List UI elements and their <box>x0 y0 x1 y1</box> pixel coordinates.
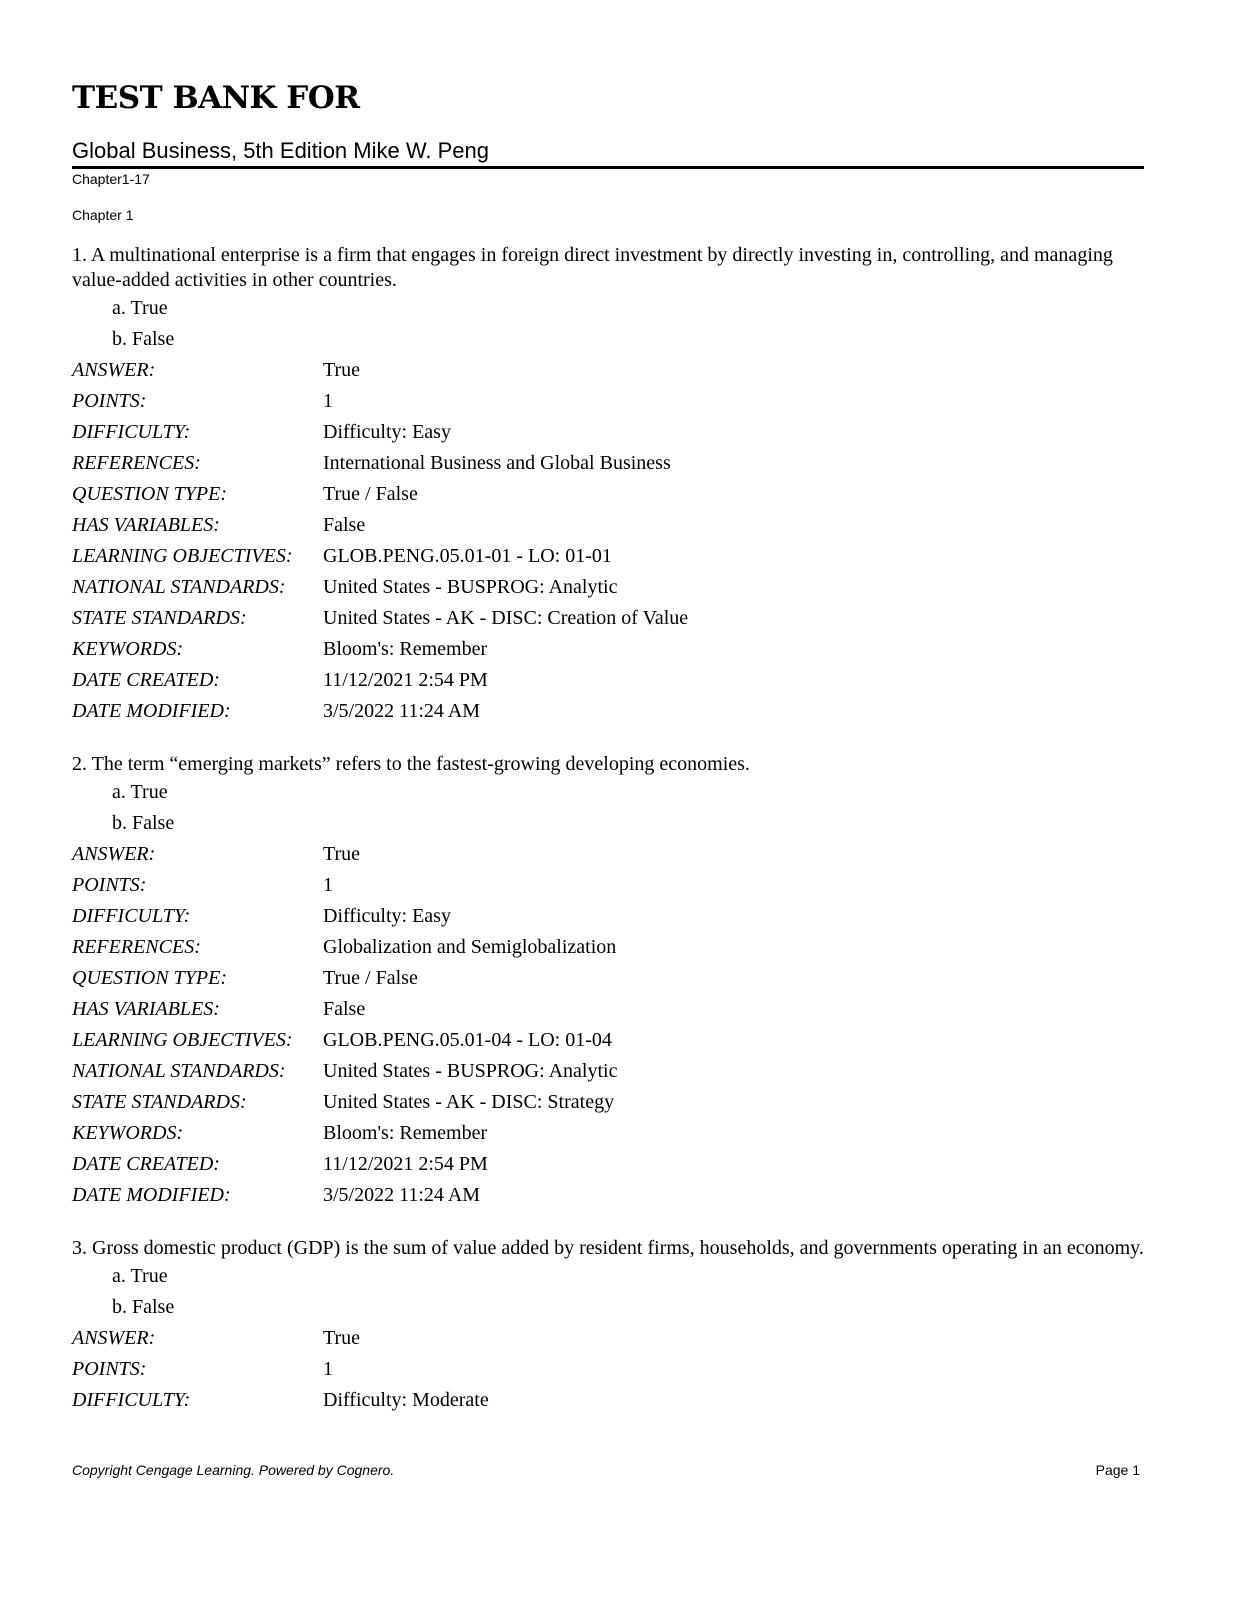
meta-key: DIFFICULTY: <box>72 1389 191 1411</box>
meta-value: 3/5/2022 11:24 AM <box>323 700 481 722</box>
meta-row-difficulty <box>72 1385 1144 1416</box>
question-3 <box>72 1236 1144 1416</box>
meta-row-date-created <box>72 1149 1144 1180</box>
test-bank-title: TEST BANK FOR <box>72 80 360 116</box>
footer-page-number: Page 1 <box>1095 1462 1140 1478</box>
meta-row-answer <box>72 1323 1144 1354</box>
meta-row-difficulty <box>72 417 1144 448</box>
header-rule <box>72 166 1144 169</box>
meta-row-difficulty <box>72 901 1144 932</box>
meta-value: International Business and Global Business <box>323 452 671 474</box>
meta-key: DATE CREATED: <box>72 669 220 691</box>
meta-key: KEYWORDS: <box>72 638 184 660</box>
meta-row-keywords <box>72 1118 1144 1149</box>
meta-key: LEARNING OBJECTIVES: <box>72 1029 293 1051</box>
meta-key: STATE STANDARDS: <box>72 607 247 629</box>
meta-row-points <box>72 1354 1144 1385</box>
meta-key: POINTS: <box>72 1358 147 1380</box>
meta-value: Bloom's: Remember <box>323 638 488 660</box>
meta-row-date-created <box>72 665 1144 696</box>
meta-value: 1 <box>323 390 333 412</box>
meta-value: True <box>323 843 361 865</box>
meta-value: True <box>323 1327 361 1349</box>
meta-row-national-standards <box>72 572 1144 603</box>
meta-value: False <box>323 998 366 1020</box>
meta-key: POINTS: <box>72 390 147 412</box>
meta-key: STATE STANDARDS: <box>72 1091 247 1113</box>
meta-value: United States - AK - DISC: Strategy <box>323 1091 615 1113</box>
meta-value: 11/12/2021 2:54 PM <box>323 1153 488 1175</box>
meta-key: HAS VARIABLES: <box>72 998 220 1020</box>
question-metadata <box>72 1323 1144 1416</box>
question-2 <box>72 752 1144 1211</box>
meta-key: DATE MODIFIED: <box>72 700 231 722</box>
meta-row-question-type <box>72 963 1144 994</box>
meta-row-has-variables <box>72 510 1144 541</box>
choice-a: a. True <box>112 781 168 803</box>
meta-value: False <box>323 514 366 536</box>
meta-value: United States - AK - DISC: Creation of Value <box>323 607 689 629</box>
meta-key: DATE MODIFIED: <box>72 1184 231 1206</box>
meta-row-points <box>72 386 1144 417</box>
meta-value: 11/12/2021 2:54 PM <box>323 669 488 691</box>
meta-value: 3/5/2022 11:24 AM <box>323 1184 481 1206</box>
meta-row-points <box>72 870 1144 901</box>
meta-value: Difficulty: Easy <box>323 421 451 443</box>
meta-row-question-type <box>72 479 1144 510</box>
document-page <box>72 0 1150 1600</box>
chapter-range: Chapter1-17 <box>72 171 150 187</box>
meta-key: POINTS: <box>72 874 147 896</box>
question-text: 3. Gross domestic product (GDP) is the sum of value added by resident firms, households, and governments operating in an economy. <box>72 1237 1144 1259</box>
meta-key: DATE CREATED: <box>72 1153 220 1175</box>
choice-a: a. True <box>112 1265 168 1287</box>
meta-value: True / False <box>323 483 418 505</box>
meta-value: GLOB.PENG.05.01-04 - LO: 01-04 <box>323 1029 612 1051</box>
choice-a: a. True <box>112 297 168 319</box>
meta-value: 1 <box>323 874 333 896</box>
meta-key: NATIONAL STANDARDS: <box>72 576 286 598</box>
meta-value: Difficulty: Moderate <box>323 1389 489 1411</box>
meta-row-keywords <box>72 634 1144 665</box>
meta-value: Bloom's: Remember <box>323 1122 488 1144</box>
question-text: 2. The term “emerging markets” refers to the fastest-growing developing economies. <box>72 753 750 775</box>
meta-value: Difficulty: Easy <box>323 905 451 927</box>
meta-key: QUESTION TYPE: <box>72 967 228 989</box>
meta-row-answer <box>72 355 1144 386</box>
meta-key: ANSWER: <box>72 359 156 381</box>
question-metadata <box>72 355 1144 727</box>
meta-key: KEYWORDS: <box>72 1122 184 1144</box>
meta-value: 1 <box>323 1358 333 1380</box>
meta-value: United States - BUSPROG: Analytic <box>323 576 618 598</box>
meta-value: True / False <box>323 967 418 989</box>
meta-row-answer <box>72 839 1144 870</box>
footer-copyright: Copyright Cengage Learning. Powered by Cognero. <box>72 1462 395 1478</box>
book-title: Global Business, 5th Edition Mike W. Peng <box>72 138 489 163</box>
meta-key: NATIONAL STANDARDS: <box>72 1060 286 1082</box>
meta-key: REFERENCES: <box>72 936 201 958</box>
meta-key: DIFFICULTY: <box>72 421 191 443</box>
choice-b: b. False <box>112 1296 175 1318</box>
question-text: 1. A multinational enterprise is a firm that engages in foreign direct investment by directly investing in, controlling, and managing value-added activities in other countries. <box>72 244 1113 291</box>
chapter-heading: Chapter 1 <box>72 207 134 223</box>
meta-row-national-standards <box>72 1056 1144 1087</box>
meta-value: United States - BUSPROG: Analytic <box>323 1060 618 1082</box>
meta-key: QUESTION TYPE: <box>72 483 228 505</box>
meta-row-date-modified <box>72 696 1144 727</box>
meta-row-has-variables <box>72 994 1144 1025</box>
question-1 <box>72 243 1144 727</box>
meta-row-learning-objectives <box>72 1025 1144 1056</box>
meta-row-references <box>72 448 1144 479</box>
meta-row-state-standards <box>72 603 1144 634</box>
meta-key: REFERENCES: <box>72 452 201 474</box>
choice-b: b. False <box>112 328 175 350</box>
meta-value: True <box>323 359 361 381</box>
question-metadata <box>72 839 1144 1211</box>
meta-row-date-modified <box>72 1180 1144 1211</box>
meta-key: DIFFICULTY: <box>72 905 191 927</box>
meta-row-state-standards <box>72 1087 1144 1118</box>
meta-key: ANSWER: <box>72 843 156 865</box>
meta-row-references <box>72 932 1144 963</box>
meta-row-learning-objectives <box>72 541 1144 572</box>
meta-key: ANSWER: <box>72 1327 156 1349</box>
meta-key: HAS VARIABLES: <box>72 514 220 536</box>
meta-value: Globalization and Semiglobalization <box>323 936 617 958</box>
choice-b: b. False <box>112 812 175 834</box>
meta-key: LEARNING OBJECTIVES: <box>72 545 293 567</box>
meta-value: GLOB.PENG.05.01-01 - LO: 01-01 <box>323 545 612 567</box>
